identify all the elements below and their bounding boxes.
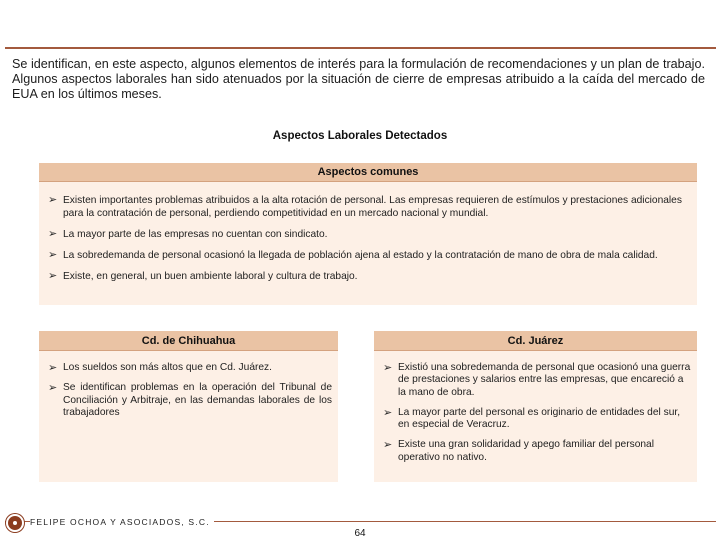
list-item [47, 362, 332, 374]
common-aspects-header: Aspectos comunes [39, 163, 697, 182]
list-item [382, 407, 691, 432]
arrow-bullet-icon: ➢ [48, 194, 58, 206]
arrow-bullet-icon: ➢ [48, 270, 58, 282]
list-item-text: Existió una sobredemanda de personal que ocasionó una guerra de prestaciones y salarios entre las empresas, que encareció a la mano de obra. [398, 362, 691, 398]
arrow-bullet-icon: ➢ [383, 362, 393, 374]
list-item-text: Existe una gran solidaridad y apego familiar del personal operativo no nativo. [398, 439, 654, 463]
juarez-list [374, 362, 697, 464]
list-item-text: La mayor parte del personal es originario de entidades del sur, en especial de Veracruz. [398, 406, 681, 431]
section-title: Aspectos Laborales Detectados [272, 130, 448, 142]
footer-company-name: FELIPE OCHOA Y ASOCIADOS, S.C. [30, 517, 214, 527]
chihuahua-header: Cd. de Chihuahua [39, 331, 338, 351]
top-divider [5, 47, 716, 49]
company-logo-icon [6, 514, 24, 532]
page-number: 64 [354, 528, 366, 539]
list-item-text: Los sueldos son más altos que en Cd. Juárez. [63, 362, 272, 373]
juarez-header: Cd. Juárez [374, 331, 697, 351]
list-item [47, 249, 689, 262]
arrow-bullet-icon: ➢ [48, 228, 58, 240]
list-item [47, 270, 689, 283]
list-item [47, 382, 332, 419]
arrow-bullet-icon: ➢ [48, 382, 58, 395]
list-item-text: La sobredemanda de personal ocasionó la llegada de población ajena al estado y la contratación de mano de obra de mala calidad. [63, 250, 658, 261]
list-item [47, 228, 689, 241]
arrow-bullet-icon: ➢ [383, 439, 393, 452]
list-item-text: La mayor parte de las empresas no cuentan con sindicato. [63, 229, 328, 240]
common-aspects-box [39, 163, 697, 305]
list-item-text: Existen importantes problemas atribuidos a la alta rotación de personal. Las empresas requieren de estímulos y prestaciones adicionales para la contratación de personal, perdiendo competitividad en un mercado nacional y mundial. [63, 195, 682, 219]
arrow-bullet-icon: ➢ [383, 406, 393, 419]
common-aspects-list [39, 194, 697, 283]
list-item-text: Existe, en general, un buen ambiente laboral y cultura de trabajo. [63, 271, 358, 282]
list-item [47, 194, 689, 220]
list-item [382, 362, 691, 399]
juarez-box [374, 331, 697, 482]
intro-paragraph: Se identifican, en este aspecto, algunos elementos de interés para la formulación de recomendaciones y un plan de trabajo. Algunos aspectos laborales han sido atenuados por la situación de cierre de empresas atribuido a la caída del mercado de EUA en los últimos meses. [12, 57, 705, 101]
arrow-bullet-icon: ➢ [48, 362, 58, 374]
chihuahua-box [39, 331, 338, 482]
list-item [382, 439, 691, 464]
arrow-bullet-icon: ➢ [48, 249, 58, 261]
list-item-text: Se identifican problemas en la operación del Tribunal de Conciliación y Arbitraje, en las demandas laborales de los trabajadores [63, 382, 332, 418]
chihuahua-list [39, 362, 338, 419]
